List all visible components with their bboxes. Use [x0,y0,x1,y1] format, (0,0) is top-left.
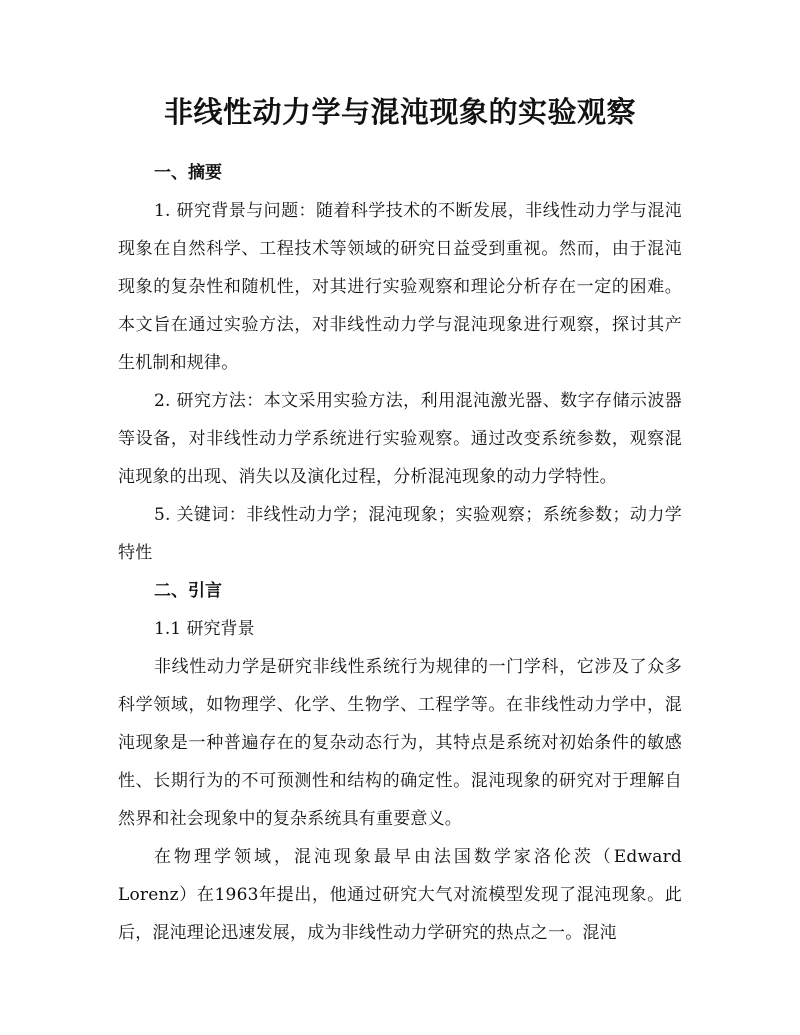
research-background-subheading: 1.1 研究背景 [154,619,255,639]
introduction-heading: 二、引言 [154,581,222,601]
abstract-paragraph-background: 1. 研究背景与问题：随着科学技术的不断发展，非线性动力学与混沌现象在自然科学、工程技术等领域的研究日益受到重视。然而，由于混沌现象的复杂性和随机性，对其进行实验观察和理论分析存在一定的困难。本文旨在通过实验方法，对非线性动力学与混沌现象进行观察，探讨其产生机制和规律。 [118,201,682,373]
document-title: 非线性动力学与混沌现象的实验观察 [163,95,636,129]
abstract-heading: 一、摘要 [154,163,222,183]
abstract-paragraph-keywords: 5. 关键词：非线性动力学；混沌现象；实验观察；系统参数；动力学特性 [118,505,682,563]
introduction-paragraph-2: 在物理学领域，混沌现象最早由法国数学家洛伦茨（Edward Lorenz）在1963年提出，他通过研究大气对流模型发现了混沌现象。此后，混沌理论迅速发展，成为非线性动力学研究的热点之一。混沌 [118,847,682,943]
abstract-paragraph-methods: 2. 研究方法：本文采用实验方法，利用混沌激光器、数字存储示波器等设备，对非线性动力学系统进行实验观察。通过改变系统参数，观察混沌现象的出现、消失以及演化过程，分析混沌现象的动力学特性。 [118,391,682,487]
introduction-paragraph-1: 非线性动力学是研究非线性系统行为规律的一门学科，它涉及了众多科学领域，如物理学、化学、生物学、工程学等。在非线性动力学中，混沌现象是一种普遍存在的复杂动态行为，其特点是系统对初始条件的敏感性、长期行为的不可预测性和结构的确定性。混沌现象的研究对于理解自然界和社会现象中的复杂系统具有重要意义。 [118,657,682,829]
